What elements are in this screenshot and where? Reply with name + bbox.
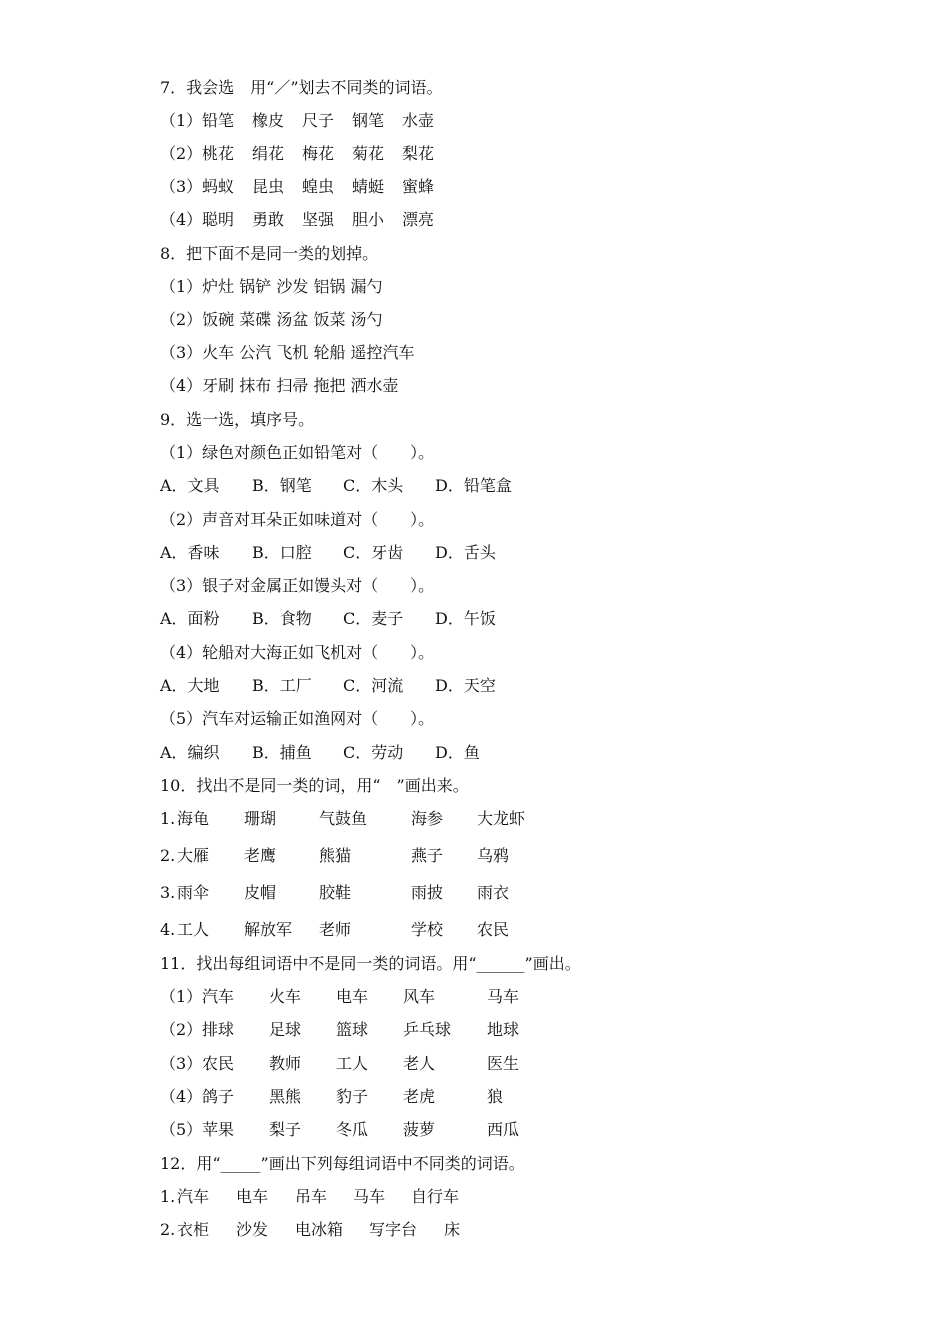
q10-title: 10．找出不是同一类的词，用“ ”画出来。 <box>160 776 469 795</box>
word: 床 <box>444 1220 461 1239</box>
word: 蝗虫 <box>302 177 335 196</box>
word: 昆虫 <box>252 177 285 196</box>
word: 水壶 <box>402 111 435 130</box>
word: 雨伞 <box>177 883 210 902</box>
word: 火车 <box>269 987 302 1006</box>
word: 农民 <box>202 1054 235 1073</box>
option-c: C．麦子 <box>343 609 404 628</box>
word: 皮帽 <box>244 883 277 902</box>
option-c: C．木头 <box>343 476 404 495</box>
option-b: B．口腔 <box>252 543 312 562</box>
q9-stem-3: （3）银子对金属正如馒头对（ ）。 <box>160 576 435 595</box>
word: 篮球 <box>336 1020 369 1039</box>
word: 汽车 <box>202 987 235 1006</box>
row-number: （1） <box>160 987 203 1006</box>
row-number: （2） <box>160 1020 203 1039</box>
option-d: D．天空 <box>435 676 496 695</box>
q8-row-2: （2）饭碗 菜碟 汤盆 饭菜 汤勺 <box>160 310 383 329</box>
option-d: D．午饭 <box>435 609 496 628</box>
word: 解放军 <box>244 920 293 939</box>
word: 吊车 <box>295 1187 328 1206</box>
row-number: 1. <box>160 809 176 828</box>
word: 老人 <box>403 1054 436 1073</box>
word: 老虎 <box>403 1087 436 1106</box>
word: 足球 <box>269 1020 302 1039</box>
row-number: （2） <box>160 144 203 163</box>
option-a: A．文具 <box>160 476 220 495</box>
word: 气鼓鱼 <box>319 809 368 828</box>
word: 乒乓球 <box>403 1020 452 1039</box>
option-c: C．河流 <box>343 676 404 695</box>
word: 豹子 <box>336 1087 369 1106</box>
word: 西瓜 <box>487 1120 520 1139</box>
row-number: 2. <box>160 846 176 865</box>
word: 老师 <box>319 920 352 939</box>
word: 桃花 <box>202 144 235 163</box>
option-d: D．铅笔盒 <box>435 476 512 495</box>
option-a: A．编织 <box>160 743 220 762</box>
word: 绢花 <box>252 144 285 163</box>
word: 黑熊 <box>269 1087 302 1106</box>
word: 蜜蜂 <box>402 177 435 196</box>
option-a: A．大地 <box>160 676 220 695</box>
q8-row-4: （4）牙刷 抹布 扫帚 拖把 洒水壶 <box>160 376 399 395</box>
option-a: A．香味 <box>160 543 220 562</box>
word: 胆小 <box>352 210 385 229</box>
word: 雨衣 <box>477 883 510 902</box>
word: 写字台 <box>369 1220 418 1239</box>
word: 马车 <box>487 987 520 1006</box>
word: 雨披 <box>411 883 444 902</box>
q7-title: 7．我会选 用“／”划去不同类的词语。 <box>160 78 443 97</box>
word: 乌鸦 <box>477 846 510 865</box>
word: 风车 <box>403 987 436 1006</box>
option-d: D．舌头 <box>435 543 496 562</box>
row-number: （4） <box>160 210 203 229</box>
word: 工人 <box>177 920 210 939</box>
word: 冬瓜 <box>336 1120 369 1139</box>
word: 电车 <box>336 987 369 1006</box>
q11-title: 11．找出每组词语中不是同一类的词语。用“______”画出。 <box>160 954 581 973</box>
word: 汽车 <box>177 1187 210 1206</box>
word: 梨花 <box>402 144 435 163</box>
word: 沙发 <box>236 1220 269 1239</box>
word: 铅笔 <box>202 111 235 130</box>
row-number: （3） <box>160 1054 203 1073</box>
word: 尺子 <box>302 111 335 130</box>
option-b: B．钢笔 <box>252 476 312 495</box>
word: 排球 <box>202 1020 235 1039</box>
word: 聪明 <box>202 210 235 229</box>
word: 熊猫 <box>319 846 352 865</box>
word: 梅花 <box>302 144 335 163</box>
q9-stem-2: （2）声音对耳朵正如味道对（ ）。 <box>160 510 435 529</box>
row-number: （4） <box>160 1087 203 1106</box>
row-number: 4. <box>160 920 176 939</box>
word: 胶鞋 <box>319 883 352 902</box>
word: 橡皮 <box>252 111 285 130</box>
q8-title: 8．把下面不是同一类的划掉。 <box>160 244 379 263</box>
word: 菠萝 <box>403 1120 436 1139</box>
word: 地球 <box>487 1020 520 1039</box>
word: 梨子 <box>269 1120 302 1139</box>
word: 衣柜 <box>177 1220 210 1239</box>
option-a: A．面粉 <box>160 609 220 628</box>
option-b: B．捕鱼 <box>252 743 312 762</box>
word: 学校 <box>411 920 444 939</box>
word: 燕子 <box>411 846 444 865</box>
word: 海龟 <box>177 809 210 828</box>
option-b: B．工厂 <box>252 676 312 695</box>
option-c: C．劳动 <box>343 743 404 762</box>
q8-row-1: （1）炉灶 锅铲 沙发 铝锅 漏勺 <box>160 277 383 296</box>
word: 苹果 <box>202 1120 235 1139</box>
q9-title: 9．选一选，填序号。 <box>160 410 315 429</box>
q8-row-3: （3）火车 公汽 飞机 轮船 遥控汽车 <box>160 343 415 362</box>
word: 医生 <box>487 1054 520 1073</box>
row-number: 1. <box>160 1187 176 1206</box>
option-c: C．牙齿 <box>343 543 404 562</box>
row-number: （3） <box>160 177 203 196</box>
word: 老鹰 <box>244 846 277 865</box>
row-number: （5） <box>160 1120 203 1139</box>
word: 鸽子 <box>202 1087 235 1106</box>
word: 大龙虾 <box>477 809 526 828</box>
word: 工人 <box>336 1054 369 1073</box>
word: 蜻蜓 <box>352 177 385 196</box>
word: 珊瑚 <box>244 809 277 828</box>
word: 蚂蚁 <box>202 177 235 196</box>
q9-stem-5: （5）汽车对运输正如渔网对（ ）。 <box>160 709 435 728</box>
option-d: D．鱼 <box>435 743 480 762</box>
word: 钢笔 <box>352 111 385 130</box>
word: 漂亮 <box>402 210 435 229</box>
word: 马车 <box>353 1187 386 1206</box>
row-number: 2. <box>160 1220 176 1239</box>
word: 电冰箱 <box>295 1220 344 1239</box>
word: 狼 <box>487 1087 504 1106</box>
q9-stem-1: （1）绿色对颜色正如铅笔对（ ）。 <box>160 443 435 462</box>
word: 大雁 <box>177 846 210 865</box>
option-b: B．食物 <box>252 609 312 628</box>
word: 坚强 <box>302 210 335 229</box>
q9-stem-4: （4）轮船对大海正如飞机对（ ）。 <box>160 643 435 662</box>
word: 菊花 <box>352 144 385 163</box>
row-number: 3. <box>160 883 176 902</box>
word: 教师 <box>269 1054 302 1073</box>
word: 电车 <box>236 1187 269 1206</box>
word: 海参 <box>411 809 444 828</box>
word: 自行车 <box>411 1187 460 1206</box>
q12-title: 12．用“_____”画出下列每组词语中不同类的词语。 <box>160 1154 525 1173</box>
word: 勇敢 <box>252 210 285 229</box>
row-number: （1） <box>160 111 203 130</box>
word: 农民 <box>477 920 510 939</box>
